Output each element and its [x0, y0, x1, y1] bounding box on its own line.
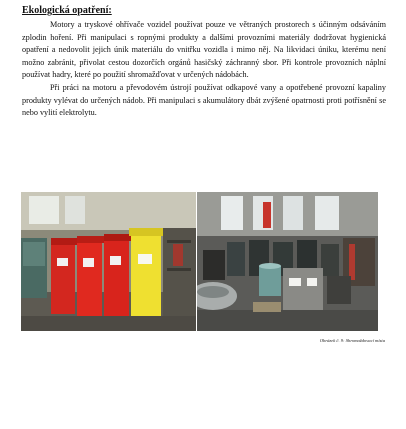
photo-waste-collection-point — [197, 192, 378, 331]
body-text — [22, 19, 386, 120]
section-heading: Ekologická opatření: — [22, 5, 112, 16]
photo-recycling-bins — [21, 192, 196, 331]
paragraph-2: Při práci na motoru a převodovém ústrojí používat odkapové vany a opotřebené provozní kapaliny produkty vylévat do určených nádob. Při manipulaci s akumulátory dbát zvýšené opatrnosti proti potřísnění se nebo vylití elektrolytu. — [22, 82, 386, 118]
figure-caption: Obrázek č. 9: Shromaždovací místa — [319, 338, 385, 343]
paragraph-1: Motory a tryskové ohřívače vozidel používat pouze ve větraných prostorech s účinným odsáváním zplodin hoření. Při manipulaci s ropnými produkty a dalšími provozními materiály dodržovat hygienická opatření a nedovolit jejich únik materiálu do vnitřku vozidla i mimo něj. Na likvidaci úniku, kterému není možno zabránit, přivolat cestou dozorčích orgánů hasičský záchranný sbor. Při kontrole provozních náplní používat hadry, které po použití shromažďovat v určených nádobách. — [22, 20, 386, 80]
figure-photos — [21, 192, 378, 331]
